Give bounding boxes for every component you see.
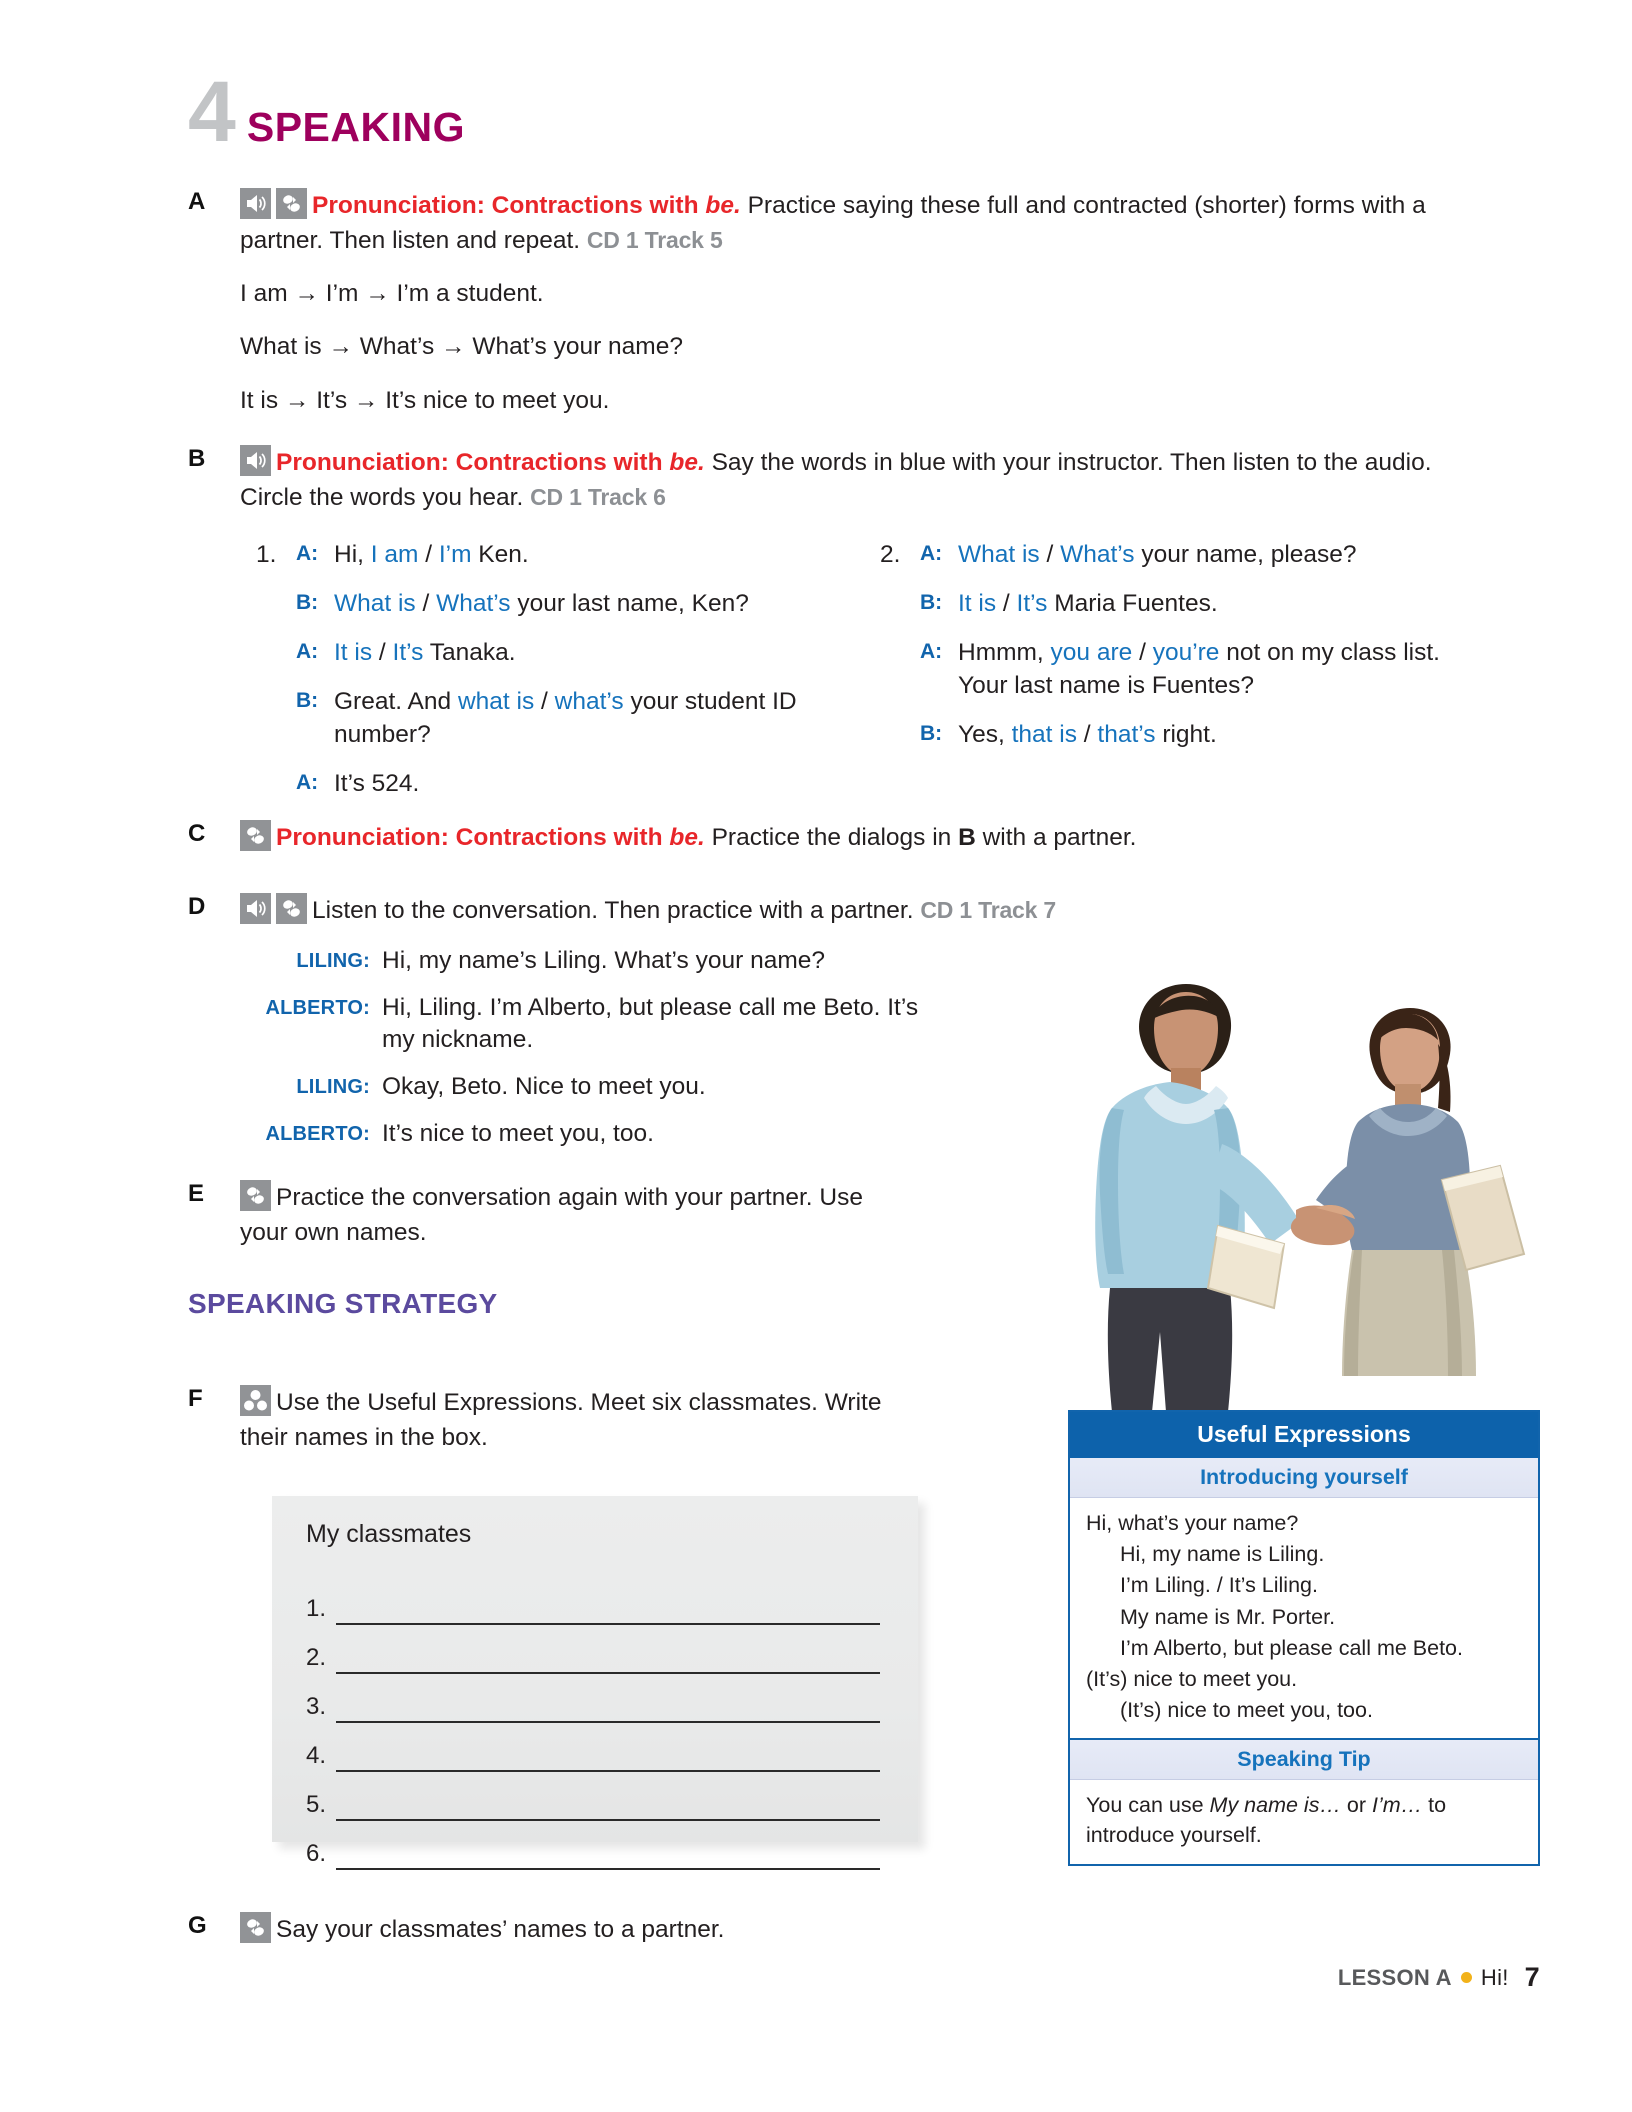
conversation-text: Hi, my name’s Liling. What’s your name?: [382, 946, 825, 974]
exercise-e-instruction: Practice the conversation again with your partner. Use your own names.: [240, 1184, 863, 1246]
dialog-1: [256, 538, 816, 800]
write-in-line[interactable]: [336, 1693, 880, 1723]
useful-expressions-header: Useful Expressions: [1070, 1412, 1538, 1458]
speaker-name: LILING:: [296, 1076, 370, 1099]
exercise-a-lead: Pronunciation: Contractions with be.: [312, 192, 741, 219]
write-in-line[interactable]: [336, 1791, 880, 1821]
speaker-label: A:: [296, 770, 319, 794]
speaking-tip-body: [1070, 1780, 1538, 1864]
pair-work-icon[interactable]: [240, 820, 271, 851]
exercise-d-body: [240, 893, 1188, 1151]
dialog-line: [880, 636, 1460, 702]
conversation-line: [240, 945, 940, 978]
exercise-d: [188, 893, 1188, 1165]
dialog-text: Great. And what is / what’s your student ID number?: [334, 687, 797, 748]
bullet-dot-icon: [1461, 1972, 1472, 1983]
dialog-text: It’s 524.: [334, 769, 420, 797]
exercise-b-letter: B: [188, 445, 206, 472]
useful-expressions-subheader: Introducing yourself: [1070, 1458, 1538, 1498]
dialog-line: [880, 538, 1460, 571]
exercise-c-letter: C: [188, 820, 206, 847]
conversation-line: [240, 1118, 940, 1151]
speaking-tip-header: Speaking Tip: [1070, 1740, 1538, 1780]
exercise-e: [188, 1180, 908, 1251]
pair-work-icon[interactable]: [240, 1912, 271, 1943]
group-work-icon[interactable]: [240, 1385, 271, 1416]
row-number: 4.: [306, 1742, 327, 1769]
exercise-a-body: [240, 188, 1448, 419]
exercise-g-letter: G: [188, 1912, 207, 1939]
speaker-label: A:: [296, 639, 319, 663]
dialog-text: It is / It’s Maria Fuentes.: [958, 589, 1218, 617]
section-number: 4: [188, 64, 233, 160]
exercise-g-body: [240, 1912, 988, 1948]
dialog-line: [256, 685, 816, 751]
write-in-line[interactable]: [336, 1840, 880, 1870]
exercise-c-instruction-pre: Practice the dialogs in: [704, 824, 959, 851]
dialog-line: [256, 767, 816, 800]
dialog-number: 2.: [880, 540, 901, 568]
exercise-d-letter: D: [188, 893, 206, 920]
section-header: [188, 64, 465, 160]
expression-line: I’m Liling. / It’s Liling.: [1120, 1573, 1318, 1598]
classmates-box-title: My classmates: [306, 1520, 472, 1548]
exercise-g-instruction: Say your classmates’ names to a partner.: [276, 1916, 725, 1943]
classmates-row[interactable]: [306, 1821, 886, 1870]
tip-italic-2: I’m…: [1372, 1793, 1423, 1818]
exercise-a: [188, 188, 1448, 438]
write-in-line[interactable]: [336, 1742, 880, 1772]
classmates-row[interactable]: [306, 1625, 886, 1674]
dialog-text: Yes, that is / that’s right.: [958, 720, 1217, 748]
expression-line: I’m Alberto, but please call me Beto.: [1120, 1635, 1463, 1660]
example-line: I am → I’m → I’m a student.: [240, 279, 544, 307]
dialog-2: [880, 538, 1460, 767]
row-number: 3.: [306, 1693, 327, 1720]
dialog-line: [256, 587, 816, 620]
classmates-rows: [306, 1576, 886, 1870]
speaker-label: A:: [296, 541, 319, 565]
write-in-line[interactable]: [336, 1644, 880, 1674]
write-in-line[interactable]: [336, 1595, 880, 1625]
exercise-a-letter: A: [188, 188, 206, 215]
dialog-text: Hmmm, you are / you’re not on my class list. Your last name is Fuentes?: [958, 638, 1440, 699]
speaker-label: A:: [920, 639, 943, 663]
speaker-label: B:: [920, 721, 943, 745]
tip-pre: You can use: [1086, 1793, 1210, 1818]
expression-line: Hi, my name is Liling.: [1120, 1542, 1325, 1567]
speaking-strategy-heading: SPEAKING STRATEGY: [188, 1288, 498, 1319]
speaker-label: A:: [920, 541, 943, 565]
row-number: 6.: [306, 1840, 327, 1867]
exercise-e-body: [240, 1180, 908, 1251]
classmates-row[interactable]: [306, 1723, 886, 1772]
exercise-g: [188, 1912, 988, 1948]
exercise-a-cd-track: CD 1 Track 5: [586, 226, 723, 253]
speaker-name: LILING:: [296, 949, 370, 972]
expression-line: (It’s) nice to meet you, too.: [1120, 1698, 1373, 1723]
exercise-f-letter: F: [188, 1385, 203, 1412]
dialog-line: [256, 538, 816, 571]
exercise-b-dialogs: [188, 538, 1458, 800]
exercise-b-body: [240, 445, 1458, 516]
tip-italic-1: My name is…: [1209, 1793, 1341, 1818]
audio-icon[interactable]: [240, 445, 271, 476]
exercise-c: [188, 820, 1448, 856]
page-footer: [1338, 1962, 1540, 1993]
exercise-a-examples: [240, 277, 1448, 419]
speaker-label: B:: [296, 590, 319, 614]
exercise-e-letter: E: [188, 1180, 205, 1207]
row-number: 1.: [306, 1595, 327, 1622]
pair-work-icon[interactable]: [276, 893, 307, 924]
row-number: 2.: [306, 1644, 327, 1671]
exercise-b: [188, 445, 1458, 816]
expression-line: Hi, what’s your name?: [1086, 1511, 1299, 1535]
example-line: It is → It’s → It’s nice to meet you.: [240, 387, 610, 415]
conversation-text: Hi, Liling. I’m Alberto, but please call me Beto. It’s my nickname.: [382, 993, 919, 1054]
footer-unit: Hi!: [1480, 1964, 1509, 1990]
speaker-name: ALBERTO:: [265, 1123, 370, 1146]
useful-expressions-box: [1068, 1410, 1540, 1866]
dialog-line: [880, 718, 1460, 751]
speaker-label: B:: [296, 688, 319, 712]
conversation: [240, 945, 940, 1151]
tip-mid: or: [1340, 1793, 1373, 1818]
conversation-text: Okay, Beto. Nice to meet you.: [382, 1073, 706, 1101]
dialog-number: 1.: [256, 540, 277, 568]
tip-post: to introduce yourself.: [1086, 1793, 1447, 1848]
exercise-a-instruction: Practice saying these full and contracted (shorter) forms with a partner. Then listen and repeat.: [240, 192, 1426, 254]
exercise-b-cd-track: CD 1 Track 6: [530, 483, 666, 510]
dialog-text: What is / What’s your last name, Ken?: [334, 589, 749, 617]
exercise-f-body: [240, 1385, 888, 1456]
exercise-c-lead: Pronunciation: Contractions with be.: [276, 824, 705, 851]
exercise-b-instruction: Say the words in blue with your instructor. Then listen to the audio. Circle the words you hear.: [240, 449, 1432, 511]
dialog-line: [880, 587, 1460, 620]
dialog-line: [256, 636, 816, 669]
expression-line: My name is Mr. Porter.: [1120, 1604, 1336, 1629]
classmates-row[interactable]: [306, 1576, 886, 1625]
pair-work-icon[interactable]: [240, 1180, 271, 1211]
conversation-line: [240, 992, 940, 1058]
useful-expressions-list: [1070, 1498, 1538, 1738]
exercise-c-ref: B: [958, 824, 976, 851]
expression-line: (It’s) nice to meet you.: [1086, 1666, 1298, 1691]
example-line: What is → What’s → What’s your name?: [240, 333, 683, 361]
page-number: 7: [1524, 1962, 1540, 1992]
pair-work-icon[interactable]: [276, 188, 307, 219]
footer-lesson: LESSON A: [1337, 1964, 1452, 1990]
exercise-b-lead: Pronunciation: Contractions with be.: [276, 449, 705, 476]
audio-icon[interactable]: [240, 188, 271, 219]
speaker-label: B:: [920, 590, 943, 614]
conversation-text: It’s nice to meet you, too.: [382, 1120, 654, 1148]
students-handshake-photo: [1070, 958, 1560, 1438]
dialog-text: What is / What’s your name, please?: [958, 540, 1357, 568]
exercise-f: [188, 1385, 888, 1456]
my-classmates-box: [272, 1496, 918, 1867]
row-number: 5.: [306, 1791, 327, 1818]
speaker-name: ALBERTO:: [265, 996, 370, 1019]
exercise-d-cd-track: CD 1 Track 7: [920, 897, 1057, 923]
conversation-line: [240, 1071, 940, 1104]
exercise-d-instruction: Listen to the conversation. Then practice with a partner.: [312, 897, 921, 924]
classmates-row[interactable]: [306, 1674, 886, 1723]
dialog-text: Hi, I am / I’m Ken.: [334, 540, 529, 568]
exercise-c-instruction-post: with a partner.: [975, 824, 1137, 851]
exercise-f-instruction: Use the Useful Expressions. Meet six classmates. Write their names in the box.: [240, 1389, 882, 1451]
classmates-row[interactable]: [306, 1772, 886, 1821]
exercise-c-body: [240, 820, 1448, 856]
audio-icon[interactable]: [240, 893, 271, 924]
dialog-text: It is / It’s Tanaka.: [334, 638, 516, 666]
page-title: SPEAKING: [246, 104, 465, 150]
